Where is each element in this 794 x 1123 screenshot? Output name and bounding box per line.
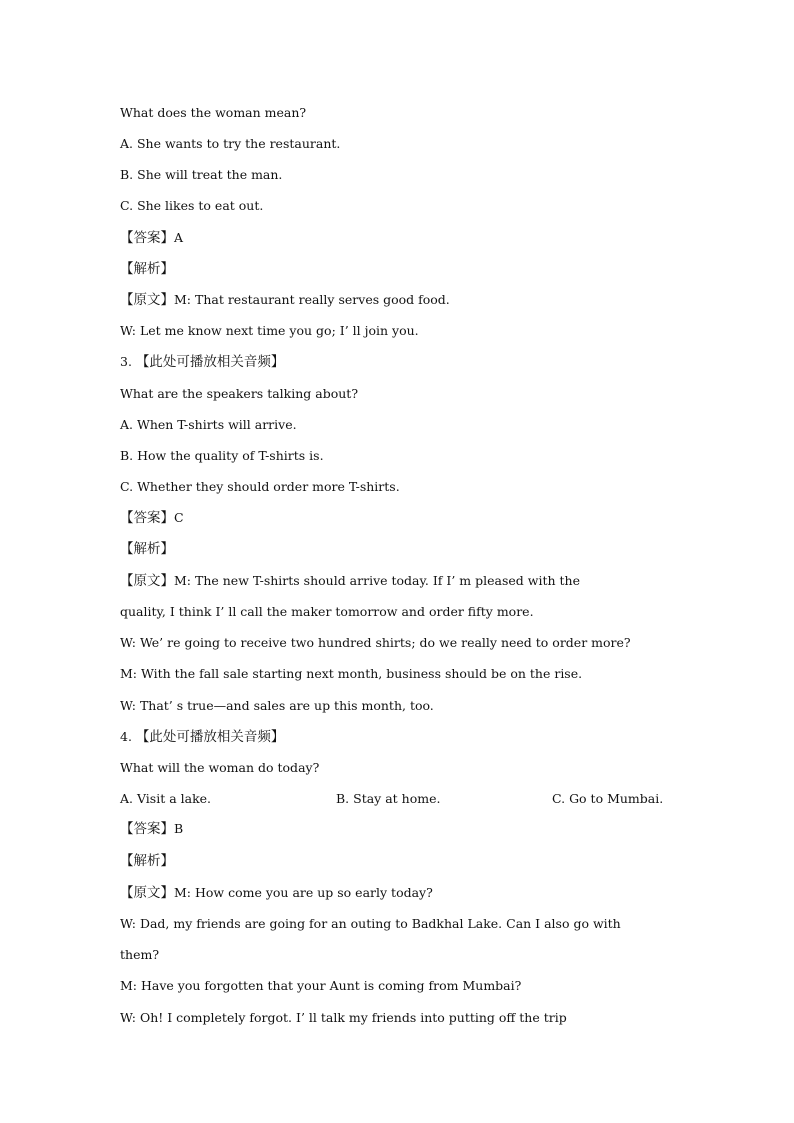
q2-answer: A [174, 230, 184, 245]
q2-analysis-tag: 【解析】 [120, 261, 174, 277]
q4-script-line-1: 【原文】M: How come you are up so early today? [120, 885, 433, 901]
q4-heading [120, 725, 284, 749]
q3-option-c: C. Whether they should order more T-shirts. [120, 479, 400, 494]
q4-answer-line [120, 817, 183, 841]
script-tag: 【原文】 [120, 885, 174, 901]
q3-script-line-1: 【原文】M: The new T-shirts should arrive today. If I’ m pleased with the [120, 573, 580, 589]
answer-tag: 【答案】 [120, 230, 174, 246]
q4-option-c: C. Go to Mumbai. [552, 791, 664, 806]
q4-answer: B [174, 821, 184, 836]
q4-script-line-4: M: Have you forgotten that your Aunt is coming from Mumbai? [120, 978, 522, 993]
q4-script-line-2: W: Dad, my friends are going for an outing to Badkhal Lake. Can I also go with [120, 916, 621, 931]
answer-tag: 【答案】 [120, 821, 174, 837]
q4-script-line-3: them? [120, 947, 160, 962]
q3-audio-tag: 【此处可播放相关音频】 [135, 354, 285, 370]
q3-script-line-4: M: With the fall sale starting next month, business should be on the rise. [120, 666, 583, 681]
q2-option-a: A. She wants to try the restaurant. [120, 136, 341, 151]
q4-question: What will the woman do today? [120, 760, 320, 775]
q4-script-line-5: W: Oh! I completely forgot. I’ ll talk my friends into putting off the trip [120, 1010, 567, 1025]
q3-script-line-5: W: That’ s true—and sales are up this month, too. [120, 698, 434, 713]
q4-audio-tag: 【此处可播放相关音频】 [135, 729, 285, 745]
q3-question: What are the speakers talking about? [120, 386, 359, 401]
q3-option-a: A. When T-shirts will arrive. [120, 417, 297, 432]
q3-script-line-2: quality, I think I’ ll call the maker tomorrow and order fifty more. [120, 604, 534, 619]
q2-option-b: B. She will treat the man. [120, 167, 283, 182]
script-tag: 【原文】 [120, 573, 174, 589]
q3-option-b: B. How the quality of T-shirts is. [120, 448, 324, 463]
q2-answer-line [120, 226, 183, 250]
script-tag: 【原文】 [120, 292, 174, 308]
q4-option-b: B. Stay at home. [336, 791, 441, 806]
answer-tag: 【答案】 [120, 510, 174, 526]
q4-number: 4. [120, 729, 136, 744]
q4-analysis-tag: 【解析】 [120, 853, 174, 869]
q3-answer-line [120, 506, 184, 530]
q2-option-c: C. She likes to eat out. [120, 198, 264, 213]
q3-analysis-tag: 【解析】 [120, 541, 174, 557]
q2-script-line-2: W: Let me know next time you go; I’ ll join you. [120, 323, 419, 338]
q4-options-row [120, 787, 680, 811]
q2-question: What does the woman mean? [120, 105, 307, 120]
q3-number: 3. [120, 354, 136, 369]
q3-script-line-3: W: We’ re going to receive two hundred shirts; do we really need to order more? [120, 635, 631, 650]
q3-heading [120, 350, 284, 374]
q4-option-a: A. Visit a lake. [120, 791, 212, 806]
q2-script-line-1: 【原文】M: That restaurant really serves good food. [120, 292, 450, 308]
q3-answer: C [174, 510, 184, 525]
